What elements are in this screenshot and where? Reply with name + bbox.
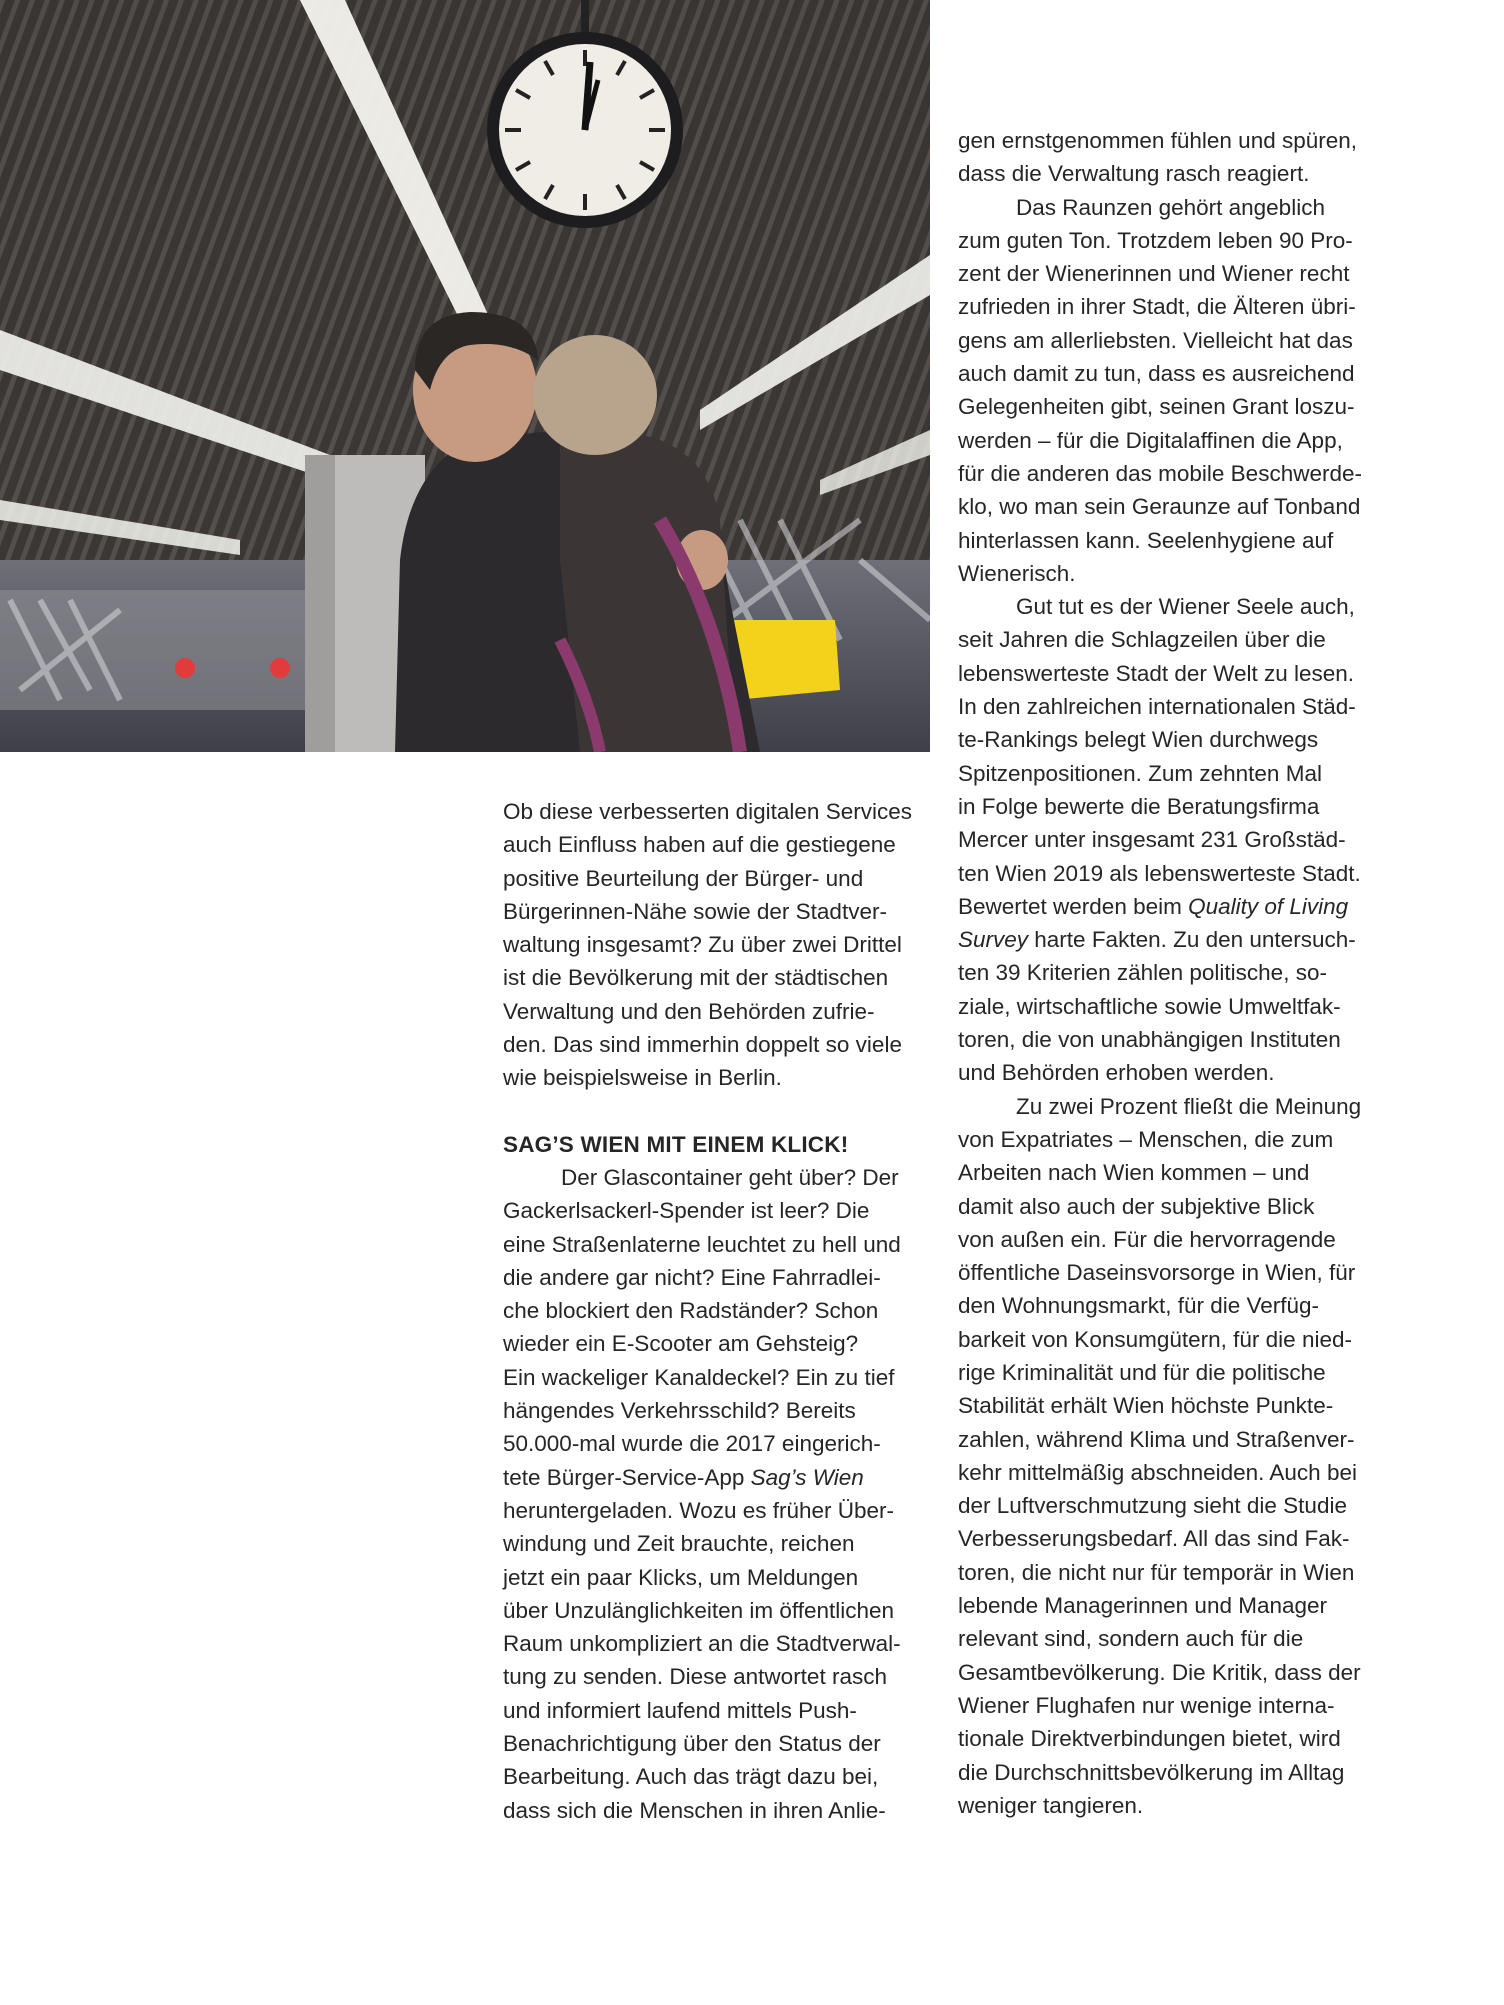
survey-name: Quality of Living — [1188, 893, 1349, 919]
right-paragraph-3: Gut tut es der Wiener Seele auch, seit Jahren die Schlagzeilen über die lebenswerteste Stadt der Welt zu lesen. In den zahlreichen internationalen Städ- te-Rankings belegt Wien durchwegs Spitzenpositionen. Zum zehnten Mal in Folge bewerte die Beratungsfirma Mercer unter insgesamt 231 Großstäd- ten Wien 2019 als lebenswerteste Stadt. Bewertet werden beim Quality of Living Survey harte Fakten. Zu den untersuch- ten 39 Kriterien zählen politische, so- ziale, wirtschaftliche sowie Umweltfak- toren, die von unabhängigen Instituten und Behörden erhoben werden. — [958, 590, 1393, 1089]
survey-mention-line: Bewertet werden beim Quality of Living — [958, 893, 1349, 919]
right-column — [958, 124, 1393, 1822]
section-headline: SAG’S WIEN MIT EINEM KLICK! — [503, 1131, 849, 1157]
app-name: Sag’s Wien — [750, 1464, 864, 1490]
left-column — [503, 795, 943, 1827]
right-paragraph-2: Das Raunzen gehört angeblich zum guten Ton. Trotzdem leben 90 Pro- zent der Wienerinnen und Wiener recht zufrieden in ihrer Stadt, die Älteren übri- gens am allerliebsten. Vielleicht hat das auch damit zu tun, dass es ausreichend Gelegenheiten gibt, seinen Grant loszu- werden – für die Digitalaffinen die App, für die anderen das mobile Beschwerde- klo, wo man sein Geraunze auf Tonband hinterlassen kann. Seelenhygiene auf Wienerisch. — [958, 194, 1362, 586]
article-photo — [0, 0, 930, 752]
left-paragraph-1: Ob diese verbesserten digitalen Services auch Einfluss haben auf die gestiegene positive Beurteilung der Bürger- und Bürgerinnen-Nähe sowie der Stadtver- waltung insgesamt? Zu über zwei Drittel ist die Bevölkerung mit der städtischen Verwaltung und den Behörden zufrie- den. Das sind immerhin doppelt so viele wie beispielsweise in Berlin. — [503, 799, 912, 1091]
subway-photo-illustration — [0, 0, 930, 752]
left-paragraph-2: Der Glascontainer geht über? Der Gackerlsackerl-Spender ist leer? Die eine Straßenlaterne leuchtet zu hell und die andere gar nicht? Eine Fahrradlei- che blockiert den Radständer? Schon wieder ein E-Scooter am Gehsteig? Ein wackeliger Kanaldeckel? Ein zu tief hängendes Verkehrsschild? Bereits 50.000-mal wurde die 2017 eingerich- tete Bürger-Service-App Sag’s Wien heruntergeladen. Wozu es früher Über- windung und Zeit brauchte, reichen jetzt ein paar Klicks, um Meldungen über Unzulänglichkeiten im öffentlichen Raum unkompliziert an die Stadtverwal- tung zu senden. Diese antwortet rasch und informiert laufend mittels Push- Benachrichtigung über den Status der Bearbeitung. Auch das trägt dazu bei, dass sich die Menschen in ihren Anlie- — [503, 1161, 943, 1827]
right-paragraph-1: gen ernstgenommen fühlen und spüren, dass die Verwaltung rasch reagiert. — [958, 128, 1358, 187]
app-mention-line: tete Bürger-Service-App Sag’s Wien — [503, 1464, 864, 1490]
right-paragraph-4: Zu zwei Prozent fließt die Meinung von Expatriates – Menschen, die zum Arbeiten nach Wien kommen – und damit also auch der subjektive Blick von außen ein. Für die hervorragende öffentliche Daseinsvorsorge in Wien, für den Wohnungsmarkt, für die Verfüg- barkeit von Konsumgütern, für die nied- rige Kriminalität und für die politische Stabilität erhält Wien höchste Punkte- zahlen, während Klima und Straßenver- kehr mittelmäßig abschneiden. Auch bei der Luftverschmutzung sieht die Studie Verbesserungsbedarf. All das sind Fak- toren, die nicht nur für temporär in Wien lebende Managerinnen und Manager relevant sind, sondern auch für die Gesamtbevölkerung. Die Kritik, dass der Wiener Flughafen nur wenige interna- tionale Direktverbindungen bietet, wird die Durchschnittsbevölkerung im Alltag weniger tangieren. — [958, 1093, 1362, 1818]
